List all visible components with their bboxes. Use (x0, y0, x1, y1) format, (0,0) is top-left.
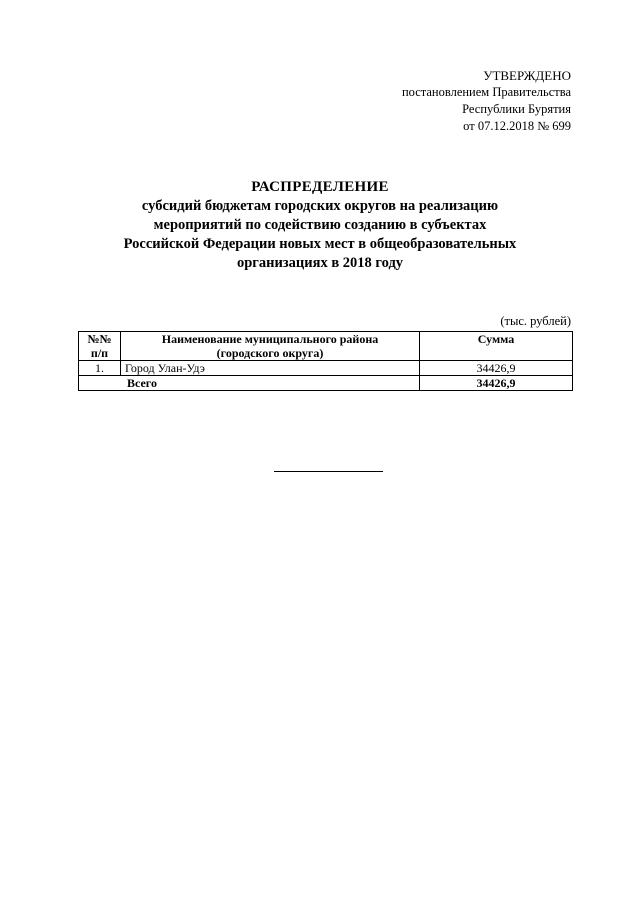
row-sum: 34426,9 (420, 361, 573, 376)
total-label: Всего (79, 376, 420, 391)
row-num: 1. (79, 361, 121, 376)
header-num-line-2: п/п (90, 346, 109, 360)
approval-stamp: УТВЕРЖДЕНО (483, 68, 571, 83)
document-title (0, 178, 640, 273)
total-sum: 34426,9 (420, 376, 573, 391)
title-line-2: мероприятий по содействию созданию в субъектах (153, 217, 487, 233)
header-num-line-1: №№ (87, 332, 112, 346)
title-line-4: организациях в 2018 году (236, 255, 404, 271)
approval-line-3: от 07.12.2018 № 699 (463, 119, 571, 133)
header-sum: Сумма (420, 332, 573, 361)
table-header-row (79, 332, 573, 361)
header-num (79, 332, 121, 361)
total-row (79, 376, 573, 391)
row-name: Город Улан-Удэ (121, 361, 420, 376)
title-line-1: субсидий бюджетам городских округов на реализацию (141, 198, 499, 214)
header-name-line-2: (городского округа) (216, 346, 324, 360)
end-divider (274, 471, 383, 472)
table-row (79, 361, 573, 376)
header-name (121, 332, 420, 361)
title-main: РАСПРЕДЕЛЕНИЕ (251, 179, 389, 195)
distribution-table (78, 331, 573, 391)
approval-line-2: Республики Бурятия (462, 102, 571, 116)
header-name-line-1: Наименование муниципального района (161, 332, 379, 346)
approval-line-1: постановлением Правительства (401, 85, 571, 99)
units-note: (тыс. рублей) (500, 314, 571, 328)
title-line-3: Российской Федерации новых мест в общеобразовательных (123, 236, 517, 252)
approval-block (402, 67, 571, 135)
